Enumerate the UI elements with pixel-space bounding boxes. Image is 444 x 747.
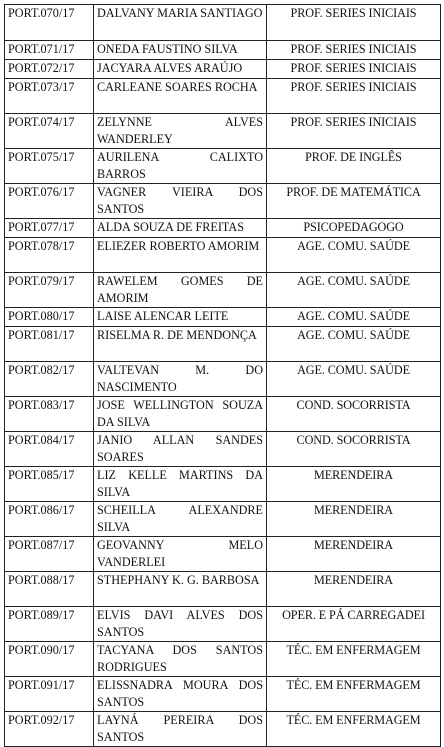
employee-name: RISELMA R. DE MENDONÇA [94,327,267,362]
portaria-number: PORT.091/17 [5,677,94,712]
portaria-number: PORT.086/17 [5,502,94,537]
employee-role: PROF. SERIES INICIAIS [267,60,441,79]
table-row [5,41,441,60]
portaria-number: PORT.085/17 [5,467,94,502]
employee-role: PROF. SERIES INICIAIS [267,41,441,60]
employee-role: PROF. DE MATEMÁTICA [267,184,441,219]
employee-role: COND. SOCORRISTA [267,397,441,432]
employee-role: PROF. SERIES INICIAIS [267,79,441,114]
table-row [5,219,441,238]
employee-role: MERENDEIRA [267,467,441,502]
employee-name: DALVANY MARIA SANTIAGO [94,5,267,41]
portaria-number: PORT.087/17 [5,537,94,572]
portaria-number: PORT.070/17 [5,5,94,41]
table-row [5,397,441,432]
table-row [5,184,441,219]
portaria-number: PORT.071/17 [5,41,94,60]
employee-name: JOSE WELLINGTON SOUZA DA SILVA [94,397,267,432]
employee-role: AGE. COMU. SAÚDE [267,273,441,308]
employee-role: TÉC. EM ENFERMAGEM [267,677,441,712]
table-row [5,642,441,677]
employee-name: JANIO ALLAN SANDES SOARES [94,432,267,467]
employee-name: RAWELEM GOMES DE AMORIM [94,273,267,308]
employee-role: TÉC. EM ENFERMAGEM [267,642,441,677]
table-row [5,149,441,184]
employee-role: MERENDEIRA [267,572,441,607]
employee-name: GEOVANNY MELO VANDERLEI [94,537,267,572]
employee-name: LIZ KELLE MARTINS DA SILVA [94,467,267,502]
employee-role: AGE. COMU. SAÚDE [267,238,441,273]
employee-name: ELVIS DAVI ALVES DOS SANTOS [94,607,267,642]
employee-role: AGE. COMU. SAÚDE [267,327,441,362]
employee-name: CARLEANE SOARES ROCHA [94,79,267,114]
table-row [5,537,441,572]
portaria-number: PORT.092/17 [5,712,94,747]
employee-role: AGE. COMU. SAÚDE [267,308,441,327]
portaria-number: PORT.084/17 [5,432,94,467]
employee-name: ALDA SOUZA DE FREITAS [94,219,267,238]
portaria-number: PORT.078/17 [5,238,94,273]
table-row [5,362,441,397]
table-row [5,114,441,149]
employee-name: LAYNÁ PEREIRA DOS SANTOS [94,712,267,747]
table-row [5,432,441,467]
employee-name: TACYANA DOS SANTOS RODRIGUES [94,642,267,677]
employee-role: OPER. E PÁ CARREGADEI [267,607,441,642]
employee-role: PROF. DE INGLÊS [267,149,441,184]
table-row [5,79,441,114]
employee-name: STHEPHANY K. G. BARBOSA [94,572,267,607]
table-row [5,327,441,362]
employee-role: PROF. SERIES INICIAIS [267,5,441,41]
employee-role: PSICOPEDAGOGO [267,219,441,238]
portaria-number: PORT.081/17 [5,327,94,362]
employee-name: ELIEZER ROBERTO AMORIM [94,238,267,273]
table-row [5,60,441,79]
table-row [5,502,441,537]
table-row [5,467,441,502]
portaria-number: PORT.083/17 [5,397,94,432]
employee-name: SCHEILLA ALEXANDRE SILVA [94,502,267,537]
table-row [5,238,441,273]
employee-role: PROF. SERIES INICIAIS [267,114,441,149]
table-row [5,572,441,607]
portaria-number: PORT.077/17 [5,219,94,238]
employee-name: LAISE ALENCAR LEITE [94,308,267,327]
table-row [5,607,441,642]
table-row [5,273,441,308]
employee-role: TÉC. EM ENFERMAGEM [267,712,441,747]
employee-role: AGE. COMU. SAÚDE [267,362,441,397]
portaria-number: PORT.080/17 [5,308,94,327]
employee-name: JACYARA ALVES ARAÚJO [94,60,267,79]
employee-name: ONEDA FAUSTINO SILVA [94,41,267,60]
portaria-number: PORT.072/17 [5,60,94,79]
portaria-number: PORT.088/17 [5,572,94,607]
portaria-number: PORT.076/17 [5,184,94,219]
employee-name: VALTEVAN M. DO NASCIMENTO [94,362,267,397]
portaria-number: PORT.090/17 [5,642,94,677]
portaria-number: PORT.073/17 [5,79,94,114]
employee-role: COND. SOCORRISTA [267,432,441,467]
employee-name: ELISSNADRA MOURA DOS SANTOS [94,677,267,712]
table-row [5,5,441,41]
table-row [5,308,441,327]
portaria-number: PORT.079/17 [5,273,94,308]
table-row [5,712,441,747]
employee-name: VAGNER VIEIRA DOS SANTOS [94,184,267,219]
employee-name: AURILENA CALIXTO BARROS [94,149,267,184]
portaria-table [4,4,441,747]
portaria-number: PORT.075/17 [5,149,94,184]
portaria-number: PORT.082/17 [5,362,94,397]
employee-name: ZELYNNE ALVES WANDERLEY [94,114,267,149]
employee-role: MERENDEIRA [267,502,441,537]
portaria-number: PORT.089/17 [5,607,94,642]
portaria-number: PORT.074/17 [5,114,94,149]
portaria-table-body [5,5,441,747]
table-row [5,677,441,712]
employee-role: MERENDEIRA [267,537,441,572]
